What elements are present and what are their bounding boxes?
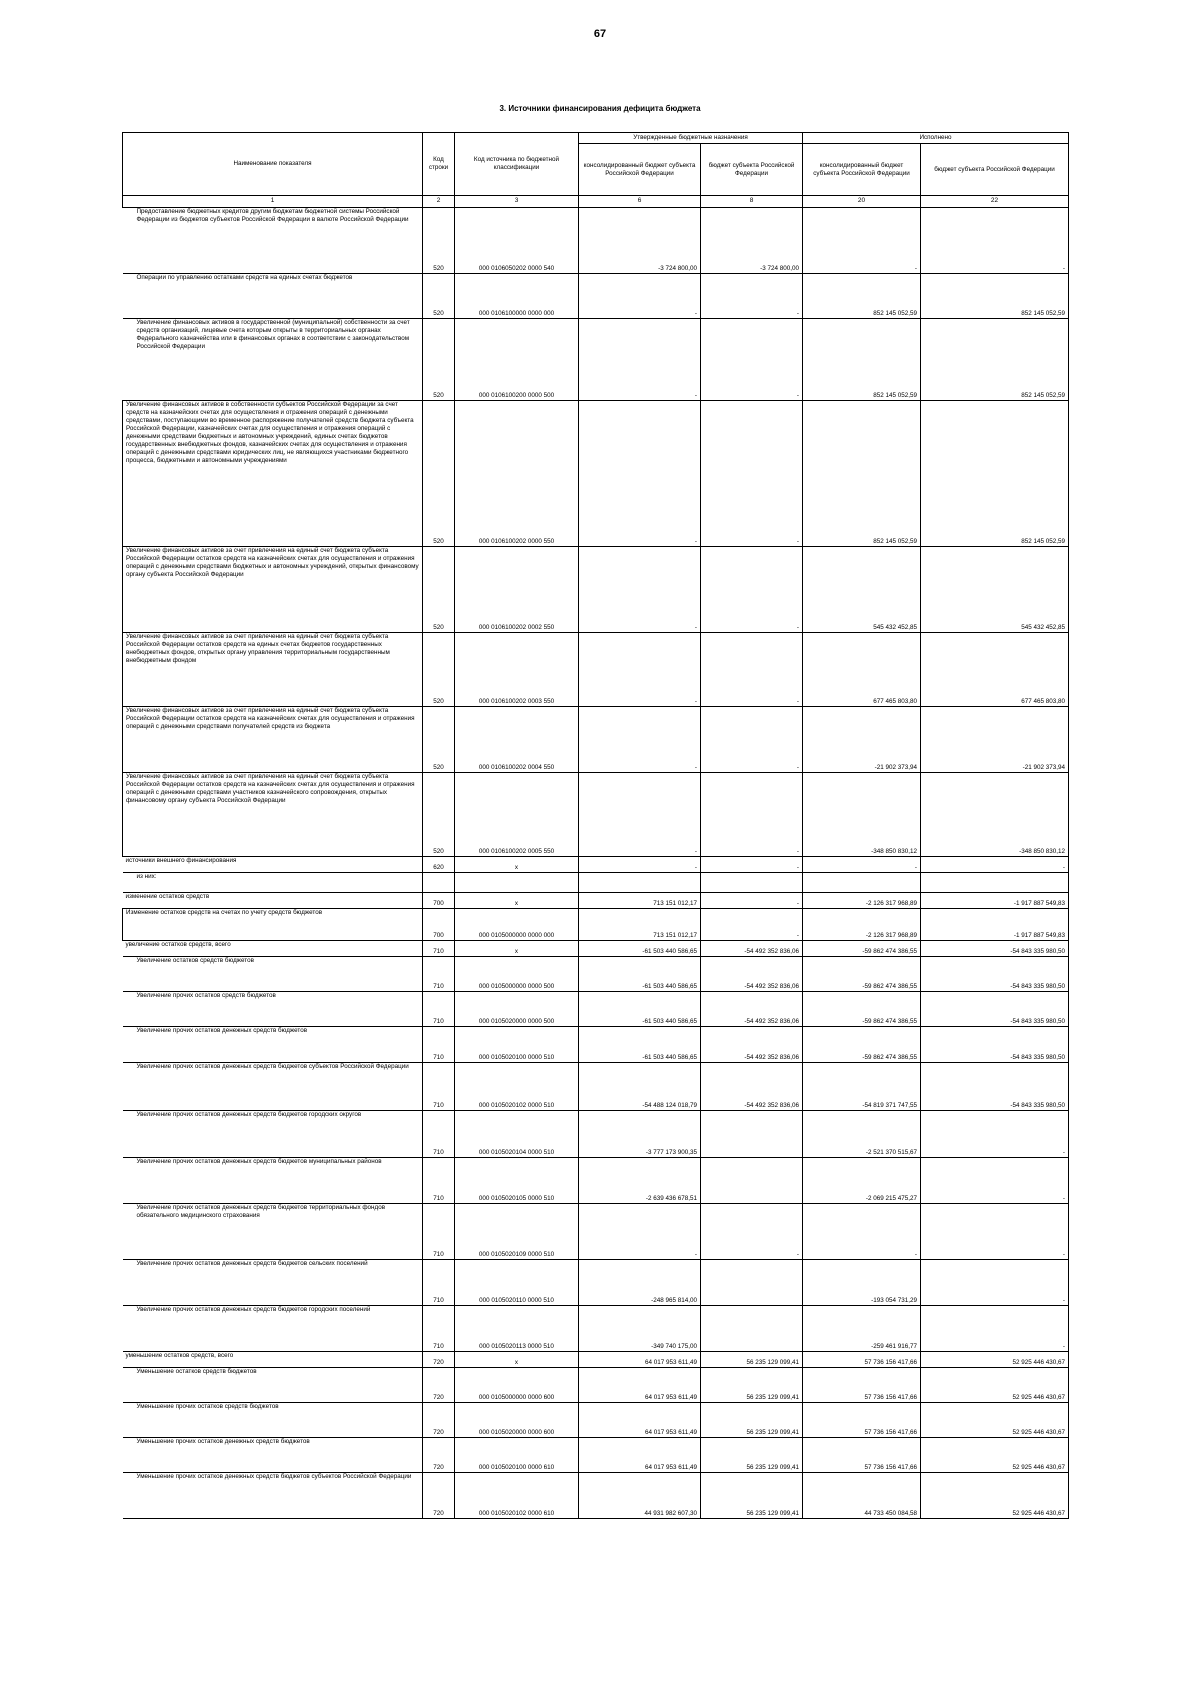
cell-source-code: x: [455, 857, 579, 873]
cell-row-code: 710: [423, 1063, 455, 1111]
table-row: [123, 401, 1069, 547]
cell-executed-subject: -: [921, 1158, 1069, 1204]
table-row: [123, 873, 1069, 893]
cell-row-code: 710: [423, 957, 455, 992]
cell-executed-consolidated: -21 902 373,94: [803, 707, 921, 773]
cell-row-code: 520: [423, 208, 455, 274]
cell-row-code: 720: [423, 1473, 455, 1519]
cell-indicator-name: увеличение остатков средств, всего: [123, 941, 423, 957]
cell-indicator-name: Увеличение прочих остатков денежных средств бюджетов: [123, 1027, 423, 1063]
cell-executed-consolidated: 44 733 450 084,58: [803, 1473, 921, 1519]
cell-source-code: 000 0105000000 0000 600: [455, 1368, 579, 1403]
cell-indicator-name: Увеличение прочих остатков средств бюджетов: [123, 992, 423, 1027]
table-row: [123, 547, 1069, 633]
cell-indicator-name: Увеличение остатков средств бюджетов: [123, 957, 423, 992]
table-row: [123, 1204, 1069, 1260]
cell-executed-consolidated: -59 862 474 386,55: [803, 992, 921, 1027]
cell-approved-consolidated: 64 017 953 611,49: [579, 1368, 701, 1403]
cell-executed-subject: 677 465 803,80: [921, 633, 1069, 707]
cell-source-code: 000 0106100202 0004 550: [455, 707, 579, 773]
cell-indicator-name: изменение остатков средств: [123, 893, 423, 909]
cell-source-code: 000 0105020110 0000 510: [455, 1260, 579, 1306]
cell-executed-consolidated: 545 432 452,85: [803, 547, 921, 633]
cell-executed-consolidated: 852 145 052,59: [803, 274, 921, 319]
header-row-code: Код строки: [423, 133, 455, 196]
cell-approved-consolidated: 64 017 953 611,49: [579, 1403, 701, 1438]
table-row: [123, 208, 1069, 274]
cell-executed-consolidated: -: [803, 1204, 921, 1260]
cell-approved-consolidated: -248 965 814,00: [579, 1260, 701, 1306]
table-row: [123, 1027, 1069, 1063]
section-title: 3. Источники финансирования дефицита бюджета: [499, 104, 701, 113]
cell-row-code: 520: [423, 274, 455, 319]
cell-approved-consolidated: -54 488 124 018,79: [579, 1063, 701, 1111]
cell-approved-subject: -: [701, 274, 803, 319]
cell-executed-consolidated: -2 521 370 515,67: [803, 1111, 921, 1158]
cell-executed-subject: -: [921, 1306, 1069, 1352]
cell-executed-consolidated: -: [803, 857, 921, 873]
cell-indicator-name: источники внешнего финансирования: [123, 857, 423, 873]
column-number-row: [123, 196, 1069, 208]
cell-source-code: 000 0106100202 0000 550: [455, 401, 579, 547]
cell-executed-consolidated: -193 054 731,29: [803, 1260, 921, 1306]
table-row: [123, 1260, 1069, 1306]
cell-approved-subject: [701, 1158, 803, 1204]
cell-approved-consolidated: 713 151 012,17: [579, 893, 701, 909]
cell-indicator-name: Увеличение прочих остатков денежных средств бюджетов территориальных фондов обязательного медицинского страхования: [123, 1204, 423, 1260]
cell-executed-consolidated: -2 126 317 968,89: [803, 893, 921, 909]
cell-source-code: 000 0105020000 0000 500: [455, 992, 579, 1027]
cell-executed-subject: -54 843 335 980,50: [921, 992, 1069, 1027]
cell-approved-subject: -3 724 800,00: [701, 208, 803, 274]
cell-executed-consolidated: -2 126 317 968,89: [803, 909, 921, 941]
cell-executed-subject: 545 432 452,85: [921, 547, 1069, 633]
col-number: 20: [803, 196, 921, 208]
cell-executed-consolidated: 852 145 052,59: [803, 319, 921, 401]
cell-executed-subject: -54 843 335 980,50: [921, 941, 1069, 957]
cell-approved-consolidated: 64 017 953 611,49: [579, 1352, 701, 1368]
cell-indicator-name: уменьшение остатков средств, всего: [123, 1352, 423, 1368]
table-row: [123, 319, 1069, 401]
table-row: [123, 773, 1069, 857]
cell-executed-consolidated: -59 862 474 386,55: [803, 941, 921, 957]
table-row: [123, 1368, 1069, 1403]
header-name: Наименование показателя: [123, 133, 423, 196]
cell-indicator-name: Уменьшение прочих остатков денежных средств бюджетов субъектов Российской Федерации: [123, 1473, 423, 1519]
cell-source-code: x: [455, 1352, 579, 1368]
cell-executed-consolidated: 57 736 156 417,66: [803, 1403, 921, 1438]
cell-executed-consolidated: -: [803, 208, 921, 274]
cell-executed-subject: 52 925 446 430,67: [921, 1473, 1069, 1519]
cell-executed-consolidated: -54 819 371 747,55: [803, 1063, 921, 1111]
cell-row-code: 710: [423, 992, 455, 1027]
col-number: 1: [123, 196, 423, 208]
cell-row-code: 520: [423, 401, 455, 547]
cell-executed-subject: 52 925 446 430,67: [921, 1352, 1069, 1368]
financing-sources-table: [122, 132, 1069, 1519]
cell-approved-consolidated: -3 777 173 900,35: [579, 1111, 701, 1158]
table-body: [123, 208, 1069, 1519]
col-number: 22: [921, 196, 1069, 208]
cell-approved-subject: -: [701, 707, 803, 773]
cell-approved-consolidated: -3 724 800,00: [579, 208, 701, 274]
cell-approved-subject: [701, 1306, 803, 1352]
cell-source-code: 000 0105020105 0000 510: [455, 1158, 579, 1204]
cell-row-code: 710: [423, 941, 455, 957]
cell-approved-subject: 56 235 129 099,41: [701, 1368, 803, 1403]
cell-source-code: 000 0105000000 0000 000: [455, 909, 579, 941]
header-executed-group: Исполнено: [803, 133, 1069, 144]
cell-source-code: x: [455, 893, 579, 909]
cell-row-code: 520: [423, 773, 455, 857]
col-number: 3: [455, 196, 579, 208]
cell-approved-consolidated: -: [579, 274, 701, 319]
cell-approved-consolidated: -349 740 175,00: [579, 1306, 701, 1352]
cell-approved-consolidated: -: [579, 547, 701, 633]
cell-source-code: 000 0106050202 0000 540: [455, 208, 579, 274]
cell-executed-subject: -54 843 335 980,50: [921, 1027, 1069, 1063]
cell-approved-consolidated: 713 151 012,17: [579, 909, 701, 941]
cell-approved-subject: 56 235 129 099,41: [701, 1403, 803, 1438]
cell-approved-subject: 56 235 129 099,41: [701, 1438, 803, 1473]
cell-row-code: [423, 873, 455, 893]
cell-row-code: 720: [423, 1438, 455, 1473]
table-row: [123, 1352, 1069, 1368]
cell-approved-subject: [701, 873, 803, 893]
cell-row-code: 710: [423, 1204, 455, 1260]
cell-executed-subject: -348 850 830,12: [921, 773, 1069, 857]
table-row: [123, 893, 1069, 909]
cell-executed-consolidated: -348 850 830,12: [803, 773, 921, 857]
cell-approved-subject: -: [701, 1204, 803, 1260]
cell-indicator-name: Изменение остатков средств на счетах по учету средств бюджетов: [123, 909, 423, 941]
cell-approved-subject: -: [701, 857, 803, 873]
cell-executed-consolidated: -59 862 474 386,55: [803, 957, 921, 992]
cell-row-code: 710: [423, 1027, 455, 1063]
header-executed-subject: бюджет субъекта Российской Федерации: [921, 144, 1069, 196]
header-approved-subject: бюджет субъекта Российской Федерации: [701, 144, 803, 196]
cell-source-code: 000 0105020109 0000 510: [455, 1204, 579, 1260]
header-approved-group: Утвержденные бюджетные назначения: [579, 133, 803, 144]
table-row: [123, 1306, 1069, 1352]
cell-source-code: 000 0105020113 0000 510: [455, 1306, 579, 1352]
cell-executed-consolidated: 852 145 052,59: [803, 401, 921, 547]
cell-approved-subject: [701, 1111, 803, 1158]
cell-executed-consolidated: -259 461 916,77: [803, 1306, 921, 1352]
cell-approved-subject: -: [701, 773, 803, 857]
table-row: [123, 941, 1069, 957]
cell-source-code: 000 0106100202 0003 550: [455, 633, 579, 707]
cell-indicator-name: Увеличение финансовых активов за счет привлечения на единый счет бюджета субъекта Российской Федерации остатков средств на казначейских счетах для осуществления и отражения операций с денежными средствами участников казначейского сопровождения, открытых финансовому органу субъекта Российской Федерации: [123, 773, 423, 857]
cell-executed-subject: [921, 873, 1069, 893]
table-row: [123, 707, 1069, 773]
cell-executed-subject: 52 925 446 430,67: [921, 1403, 1069, 1438]
cell-executed-subject: -: [921, 208, 1069, 274]
cell-indicator-name: Уменьшение остатков средств бюджетов: [123, 1368, 423, 1403]
cell-approved-consolidated: -: [579, 633, 701, 707]
cell-row-code: 710: [423, 1260, 455, 1306]
cell-executed-subject: 852 145 052,59: [921, 274, 1069, 319]
cell-row-code: 700: [423, 909, 455, 941]
cell-approved-subject: -: [701, 547, 803, 633]
cell-indicator-name: Увеличение прочих остатков денежных средств бюджетов субъектов Российской Федерации: [123, 1063, 423, 1111]
cell-approved-consolidated: -: [579, 857, 701, 873]
cell-row-code: 520: [423, 707, 455, 773]
table-row: [123, 1473, 1069, 1519]
cell-approved-consolidated: 64 017 953 611,49: [579, 1438, 701, 1473]
cell-approved-subject: -54 492 352 836,06: [701, 941, 803, 957]
cell-approved-subject: -54 492 352 836,06: [701, 1063, 803, 1111]
cell-indicator-name: Увеличение прочих остатков денежных средств бюджетов сельских поселений: [123, 1260, 423, 1306]
cell-indicator-name: Операции по управлению остатками средств на единых счетах бюджетов: [123, 274, 423, 319]
table-row: [123, 274, 1069, 319]
cell-row-code: 720: [423, 1368, 455, 1403]
cell-indicator-name: Увеличение прочих остатков денежных средств бюджетов муниципальных районов: [123, 1158, 423, 1204]
cell-approved-subject: -: [701, 319, 803, 401]
cell-indicator-name: Увеличение прочих остатков денежных средств бюджетов городских поселений: [123, 1306, 423, 1352]
cell-executed-subject: 52 925 446 430,67: [921, 1438, 1069, 1473]
cell-executed-consolidated: -2 069 215 475,27: [803, 1158, 921, 1204]
cell-row-code: 520: [423, 319, 455, 401]
cell-approved-subject: -: [701, 909, 803, 941]
cell-executed-consolidated: 57 736 156 417,66: [803, 1352, 921, 1368]
cell-indicator-name: Уменьшение прочих остатков средств бюджетов: [123, 1403, 423, 1438]
page-number: 67: [593, 28, 607, 40]
table-row: [123, 1111, 1069, 1158]
cell-executed-subject: -: [921, 1204, 1069, 1260]
cell-approved-subject: -54 492 352 836,06: [701, 957, 803, 992]
table-row: [123, 1403, 1069, 1438]
cell-executed-consolidated: 57 736 156 417,66: [803, 1368, 921, 1403]
cell-approved-subject: -: [701, 633, 803, 707]
table-row: [123, 1438, 1069, 1473]
cell-approved-subject: -: [701, 401, 803, 547]
cell-executed-subject: -: [921, 1260, 1069, 1306]
cell-executed-subject: -: [921, 857, 1069, 873]
cell-executed-subject: -1 917 887 549,83: [921, 909, 1069, 941]
cell-source-code: 000 0105020104 0000 510: [455, 1111, 579, 1158]
col-number: 2: [423, 196, 455, 208]
cell-approved-consolidated: -: [579, 707, 701, 773]
cell-row-code: 710: [423, 1158, 455, 1204]
table-row: [123, 633, 1069, 707]
cell-source-code: 000 0105000000 0000 500: [455, 957, 579, 992]
table-row: [123, 957, 1069, 992]
cell-approved-consolidated: -61 503 440 586,65: [579, 957, 701, 992]
header-executed-consolidated: консолидированный бюджет субъекта Российской Федерации: [803, 144, 921, 196]
cell-approved-consolidated: -61 503 440 586,65: [579, 992, 701, 1027]
cell-approved-consolidated: -: [579, 773, 701, 857]
cell-executed-consolidated: 677 465 803,80: [803, 633, 921, 707]
cell-approved-consolidated: -61 503 440 586,65: [579, 1027, 701, 1063]
cell-source-code: [455, 873, 579, 893]
cell-approved-consolidated: -2 639 436 678,51: [579, 1158, 701, 1204]
col-number: 6: [579, 196, 701, 208]
cell-indicator-name: Предоставление бюджетных кредитов другим бюджетам бюджетной системы Российской Федерации из бюджетов субъектов Российской Федерации в валюте Российской Федерации: [123, 208, 423, 274]
cell-source-code: 000 0105020102 0000 610: [455, 1473, 579, 1519]
cell-row-code: 720: [423, 1403, 455, 1438]
cell-approved-consolidated: -61 503 440 586,65: [579, 941, 701, 957]
cell-approved-consolidated: -: [579, 1204, 701, 1260]
cell-source-code: x: [455, 941, 579, 957]
header-approved-consolidated: консолидированный бюджет субъекта Российской Федерации: [579, 144, 701, 196]
cell-approved-subject: 56 235 129 099,41: [701, 1473, 803, 1519]
cell-executed-subject: -54 843 335 980,50: [921, 957, 1069, 992]
cell-source-code: 000 0105020102 0000 510: [455, 1063, 579, 1111]
cell-source-code: 000 0105020100 0000 610: [455, 1438, 579, 1473]
cell-approved-subject: 56 235 129 099,41: [701, 1352, 803, 1368]
cell-indicator-name: Увеличение финансовых активов за счет привлечения на единый счет бюджета субъекта Российской Федерации остатков средств на казначейских счетах для осуществления и отражения операций с денежными средствами получателей средств из бюджета: [123, 707, 423, 773]
cell-executed-subject: 852 145 052,59: [921, 401, 1069, 547]
cell-indicator-name: Увеличение финансовых активов в собственности субъектов Российской Федерации за счет средств на казначейских счетах для осуществления и отражения операций с денежными средствами, поступающими во временное распоряжение получателей средств бюджета субъекта Российской Федерации, казначейских счетах для осуществления и отражения операций с денежными средствами бюджетных и автономных учреждений, единых счетах бюджетов государственных внебюджетных фондов, казначейских счетах для осуществления и отражения операций с денежными средствами юридических лиц, не являющихся участниками бюджетного процесса, бюджетными и автономными учреждениями: [123, 401, 423, 547]
cell-approved-consolidated: 44 931 982 607,30: [579, 1473, 701, 1519]
cell-executed-subject: -1 917 887 549,83: [921, 893, 1069, 909]
cell-indicator-name: из них:: [123, 873, 423, 893]
cell-indicator-name: Увеличение финансовых активов в государственной (муниципальной) собственности за счет средств организаций, лицевые счета которым открыты в территориальных органах Федерального казначейства или в финансовых органах в соответствии с законодательством Российской Федерации: [123, 319, 423, 401]
table-row: [123, 992, 1069, 1027]
cell-row-code: 520: [423, 633, 455, 707]
cell-approved-consolidated: -: [579, 401, 701, 547]
table-row: [123, 1158, 1069, 1204]
table-row: [123, 1063, 1069, 1111]
col-number: 8: [701, 196, 803, 208]
cell-source-code: 000 0106100202 0002 550: [455, 547, 579, 633]
cell-row-code: 720: [423, 1352, 455, 1368]
table-row: [123, 857, 1069, 873]
cell-executed-consolidated: -59 862 474 386,55: [803, 1027, 921, 1063]
cell-row-code: 710: [423, 1111, 455, 1158]
cell-indicator-name: Увеличение прочих остатков денежных средств бюджетов городских округов: [123, 1111, 423, 1158]
cell-source-code: 000 0106100202 0005 550: [455, 773, 579, 857]
cell-approved-subject: -54 492 352 836,06: [701, 1027, 803, 1063]
cell-indicator-name: Увеличение финансовых активов за счет привлечения на единый счет бюджета субъекта Российской Федерации остатков средств на единых счетах бюджетов государственных внебюджетных фондов, открытых органу управления территориальным государственным внебюджетным фондом: [123, 633, 423, 707]
cell-row-code: 520: [423, 547, 455, 633]
cell-approved-subject: [701, 1260, 803, 1306]
cell-approved-consolidated: [579, 873, 701, 893]
header-row-top: [123, 133, 1069, 144]
cell-indicator-name: Увеличение финансовых активов за счет привлечения на единый счет бюджета субъекта Российской Федерации остатков средств на казначейских счетах для осуществления и отражения операций с денежными средствами бюджетных и автономных учреждений, открытых финансовому органу субъекта Российской Федерации: [123, 547, 423, 633]
cell-row-code: 620: [423, 857, 455, 873]
cell-executed-subject: -54 843 335 980,50: [921, 1063, 1069, 1111]
cell-executed-subject: 852 145 052,59: [921, 319, 1069, 401]
cell-executed-subject: 52 925 446 430,67: [921, 1368, 1069, 1403]
cell-indicator-name: Уменьшение прочих остатков денежных средств бюджетов: [123, 1438, 423, 1473]
cell-source-code: 000 0105020100 0000 510: [455, 1027, 579, 1063]
cell-approved-consolidated: -: [579, 319, 701, 401]
table-row: [123, 909, 1069, 941]
cell-executed-consolidated: [803, 873, 921, 893]
cell-row-code: 710: [423, 1306, 455, 1352]
cell-executed-subject: -21 902 373,94: [921, 707, 1069, 773]
cell-source-code: 000 0105020000 0000 600: [455, 1403, 579, 1438]
cell-approved-subject: -54 492 352 836,06: [701, 992, 803, 1027]
header-source-code: Код источника по бюджетной классификации: [455, 133, 579, 196]
cell-row-code: 700: [423, 893, 455, 909]
cell-executed-subject: -: [921, 1111, 1069, 1158]
cell-source-code: 000 0106100200 0000 500: [455, 319, 579, 401]
cell-source-code: 000 0106100000 0000 000: [455, 274, 579, 319]
cell-executed-consolidated: 57 736 156 417,66: [803, 1438, 921, 1473]
cell-approved-subject: -: [701, 893, 803, 909]
